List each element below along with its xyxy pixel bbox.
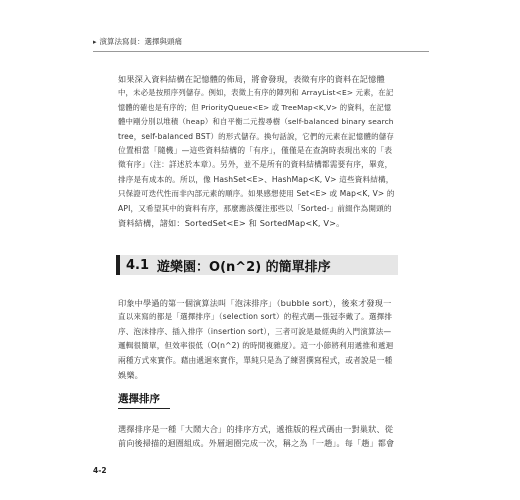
running-head bbox=[93, 36, 182, 47]
subsection-underline bbox=[118, 408, 170, 409]
paragraph-line: tree，self-balanced BST）的形式儲存。換句話說，它們的元素在記憶體的儲存 bbox=[118, 131, 395, 141]
paragraph-line: 如果深入資料結構在記憶體的佈局，將會發現，表徵有序的資料在記憶體 bbox=[118, 74, 385, 84]
paragraph-line: 徵有序」（注：詳述於本章）。另外，並不是所有的資料結構都需要有序，畢竟， bbox=[118, 160, 393, 170]
paragraph-line: 資料結構，諸如：SortedSet<E> 和 SortedMap<K, V>。 bbox=[118, 218, 345, 229]
paragraph-line: 直以來寫的都是「選擇排序」（selection sort）的程式碼—張冠李戴了。選擇排 bbox=[118, 312, 393, 322]
running-head-text: 演算法寫員：選擇與頭痛 bbox=[99, 37, 183, 46]
paragraph-line: 憶體的確也是有序的；但 PriorityQueue<E> 或 TreeMap<K,V> 的資料，在記憶 bbox=[118, 102, 392, 112]
paragraph-line: 選擇排序是一種「大鬧大合」的排序方式，遞推版的程式碼由一對巢狀、從 bbox=[118, 424, 394, 434]
triangle-marker-icon: ▸ bbox=[93, 37, 97, 46]
section-title: 遊樂園：O(n^2) 的簡單排序 bbox=[157, 259, 331, 275]
paragraph-line: 邏輯很簡單，但效率很低（O(n^2) 的時間複雜度）。這一小節將利用遞推和遞迴 bbox=[118, 341, 394, 351]
paragraph-line: 中，未必是按照序列儲存。例如，表徵上有序的陣列和 ArrayList<E> 元素，在記 bbox=[118, 88, 394, 98]
paragraph-line: 體中剛分別以堆積（heap）和自平衡二元搜尋樹（self-balanced binary search bbox=[118, 117, 394, 127]
subsection-heading: 選擇排序 bbox=[118, 393, 160, 405]
paragraph-line: API，又希望其中的資料有序，那麼應該優注那些以「Sorted-」前綴作為開頭的 bbox=[118, 203, 392, 213]
paragraph-3 bbox=[118, 422, 394, 451]
paragraph-line: 印象中學過的第一個演算法叫「泡沫排序」（bubble sort），後來才發現一 bbox=[118, 298, 392, 308]
paragraph-line: 位置相當「隨機」—這些資料結構的「有序」，僅僅是在查詢時表現出來的「表 bbox=[118, 146, 393, 156]
paragraph-line: 只保證可迭代性而非內部元素的順序。如果感想使用 Set<E> 或 Map<K, V> 的 bbox=[118, 189, 395, 199]
section-heading bbox=[116, 255, 398, 275]
paragraph-line: 兩種方式來實作。藉由遞迴來實作，單純只是為了練習撰寫程式，或者說是一種 bbox=[118, 355, 393, 365]
paragraph-1 bbox=[118, 72, 394, 230]
paragraph-line: 排序是有成本的。所以，像 HashSet<E>、HashMap<K, V> 這些資料結構， bbox=[118, 174, 394, 184]
section-number: 4.1 bbox=[126, 257, 150, 273]
paragraph-2 bbox=[118, 296, 394, 382]
header-divider bbox=[93, 51, 429, 52]
paragraph-line: 前向後掃描的迴圈組成。外層迴圈完成一次，稱之為「一趟」。每「趟」都會 bbox=[118, 438, 395, 449]
paragraph-line: 娛樂。 bbox=[118, 370, 144, 381]
paragraph-line: 序、泡沫排序、插入排序（insertion sort），三者可說是最經典的入門演算法— bbox=[118, 326, 392, 336]
page-number: 4-2 bbox=[93, 466, 107, 475]
